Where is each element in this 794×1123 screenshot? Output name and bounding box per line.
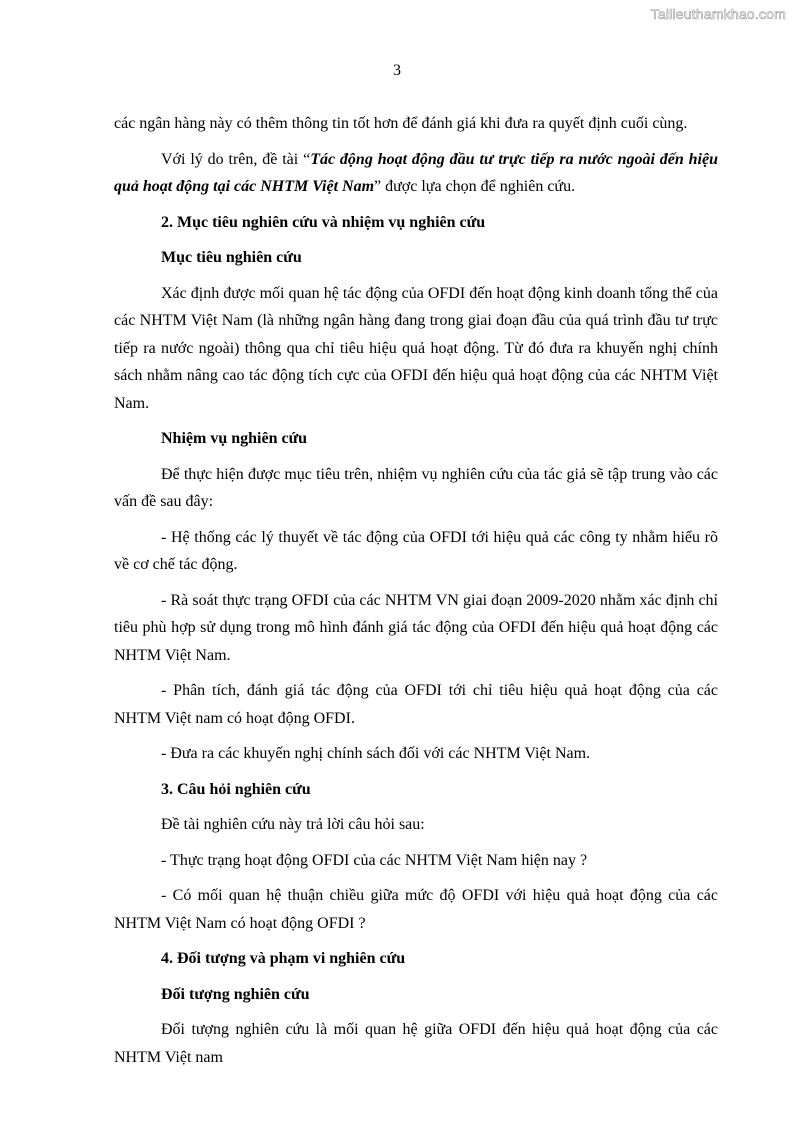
section-heading-objectives-tasks: 2. Mục tiêu nghiên cứu và nhiệm vụ nghiên cứu: [161, 213, 486, 231]
subheading-objective: Mục tiêu nghiên cứu: [161, 249, 302, 266]
list-item-question: - Thực trạng hoạt động OFDI của các NHTM Việt Nam hiện nay ?: [161, 851, 588, 869]
paragraph-questions-intro: Đề tài nghiên cứu này trả lời câu hỏi sau:: [161, 816, 425, 833]
topic-suffix: ” được lựa chọn để nghiên cứu.: [374, 178, 576, 195]
page-number: 3: [393, 62, 401, 79]
document-body: [114, 110, 718, 1079]
subheading-subject: Đối tượng nghiên cứu: [161, 985, 310, 1003]
subheading-tasks: Nhiệm vụ nghiên cứu: [161, 430, 308, 447]
paragraph-tasks-intro: Để thực hiện được mục tiêu trên, nhiệm vụ nghiên cứu của tác giả sẽ tập trung vào các vấn đề sau đây:: [114, 465, 718, 510]
list-item-task: - Đưa ra các khuyến nghị chính sách đối với các NHTM Việt Nam.: [161, 745, 591, 762]
list-item-task: - Phân tích, đánh giá tác động của OFDI tới chỉ tiêu hiệu quả hoạt động của các NHTM Việt nam có hoạt động OFDI.: [114, 682, 718, 727]
watermark-text: Tailieuthamkhao.com: [650, 6, 786, 22]
paragraph-subject: Đối tượng nghiên cứu là mối quan hệ giữa OFDI đến hiệu quả hoạt động của các NHTM Việt nam: [114, 1021, 718, 1066]
topic-title: Tác động hoạt động đầu tư trực tiếp ra nước ngoài đến hiệu quả hoạt động tại các NHTM Việt Nam: [114, 150, 718, 195]
paragraph-topic-statement: [114, 146, 718, 201]
list-item-task: - Hệ thống các lý thuyết về tác động của OFDI tới hiệu quả các công ty nhằm hiểu rõ về cơ chế tác động.: [114, 528, 718, 573]
paragraph-objective: Xác định được mối quan hệ tác động của OFDI đến hoạt động kinh doanh tổng thể của các NHTM Việt Nam (là những ngân hàng đang trong giai đoạn đầu của quá trình đầu tư trực tiếp ra nước ngoài) thông qua chỉ tiêu hiệu quả hoạt động. Từ đó đưa ra khuyến nghị chính sách nhằm nâng cao tác động tích cực của OFDI đến hiệu quả hoạt động của các NHTM Việt Nam.: [114, 284, 718, 412]
topic-prefix: Với lý do trên, đề tài “: [161, 150, 311, 168]
list-item-question: - Có mối quan hệ thuận chiều giữa mức độ OFDI với hiệu quả hoạt động của các NHTM Việt Nam có hoạt động OFDI ?: [114, 887, 718, 932]
section-heading-subject-scope: 4. Đối tượng và phạm vi nghiên cứu: [161, 950, 406, 967]
section-heading-questions: 3. Câu hỏi nghiên cứu: [161, 780, 311, 798]
list-item-task: - Rà soát thực trạng OFDI của các NHTM VN giai đoạn 2009-2020 nhằm xác định chỉ tiêu phù hợp sử dụng trong mô hình đánh giá tác động của OFDI đến hiệu quả hoạt động các NHTM Việt Nam.: [114, 591, 718, 664]
paragraph-continuation: các ngân hàng này có thêm thông tin tốt hơn để đánh giá khi đưa ra quyết định cuối cùng.: [114, 115, 688, 132]
